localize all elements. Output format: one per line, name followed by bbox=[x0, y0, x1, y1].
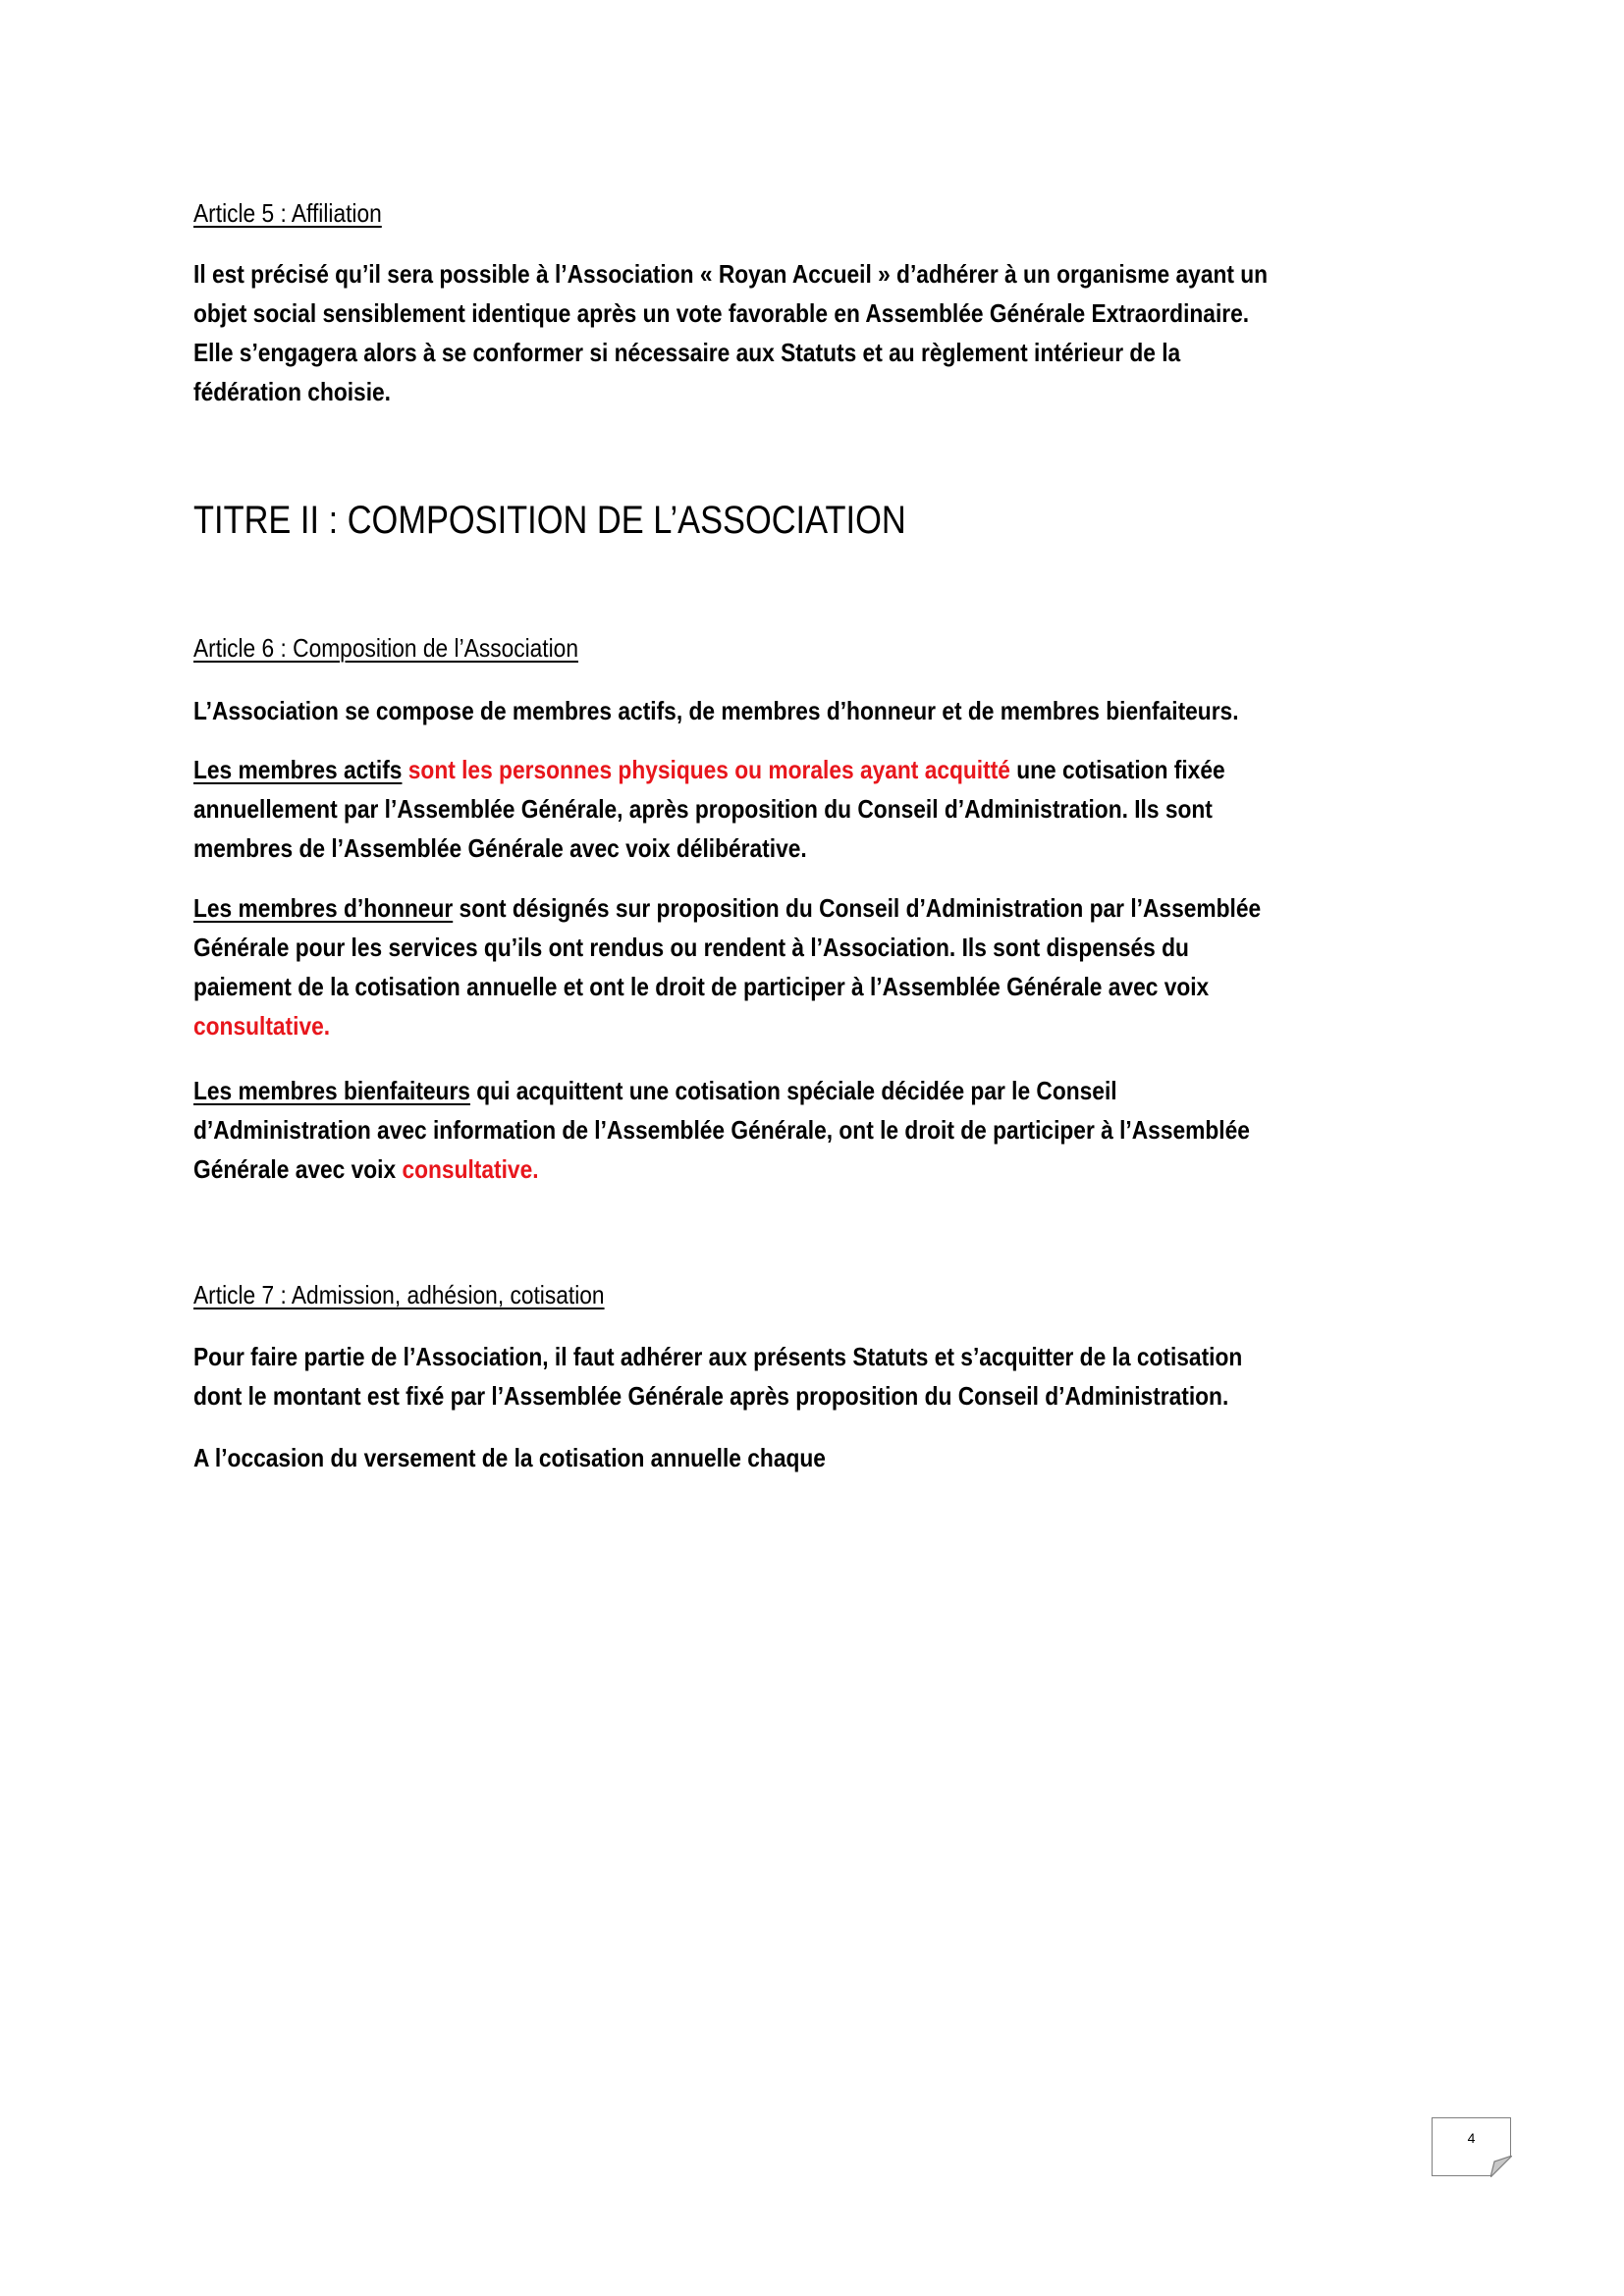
page-number: 4 bbox=[1467, 2130, 1476, 2146]
membres-honneur-line-2: Générale pour les services qu’ils ont rendus ou rendent à l’Association. Ils sont dispensés du bbox=[193, 933, 1189, 962]
membres-bienfaiteurs-line-1 bbox=[193, 1078, 1117, 1103]
membres-bienfaiteurs-rest: qui acquittent une cotisation spéciale décidée par le Conseil bbox=[469, 1076, 1117, 1105]
article-7-heading: Article 7 : Admission, adhésion, cotisation bbox=[193, 1280, 605, 1309]
article-7-line: dont le montant est fixé par l’Assemblée Générale après proposition du Conseil d’Administration. bbox=[193, 1381, 1229, 1411]
membres-honneur-line-1 bbox=[193, 895, 1261, 921]
membres-actifs-term: Les membres actifs bbox=[193, 755, 403, 784]
article-7-partial-line: A l’occasion du versement de la cotisation annuelle chaque bbox=[193, 1443, 826, 1472]
article-6-intro: L’Association se compose de membres actifs, de membres d’honneur et de membres bienfaiteurs. bbox=[193, 696, 1239, 725]
membres-honneur-term: Les membres d’honneur bbox=[193, 893, 454, 923]
membres-honneur-line-3: paiement de la cotisation annuelle et ont le droit de participer à l’Assemblée Générale avec voix bbox=[193, 972, 1210, 1001]
membres-bienfaiteurs-line-3-start: Générale avec voix bbox=[193, 1154, 403, 1184]
titre-2-heading: TITRE II : COMPOSITION DE L’ASSOCIATION bbox=[193, 499, 906, 542]
article-5-line: Elle s’engagera alors à se conformer si nécessaire aux Statuts et au règlement intérieur de la bbox=[193, 338, 1181, 367]
membres-actifs-line-3: membres de l’Assemblée Générale avec voix délibérative. bbox=[193, 833, 807, 863]
article-5-line: fédération choisie. bbox=[193, 377, 392, 406]
membres-bienfaiteurs-consultative: consultative. bbox=[402, 1154, 539, 1184]
membres-bienfaiteurs-line-2: d’Administration avec information de l’Assemblée Générale, ont le droit de participer à l’Assemblée bbox=[193, 1115, 1250, 1145]
membres-bienfaiteurs-line-3 bbox=[193, 1156, 539, 1182]
article-5-line: objet social sensiblement identique après un vote favorable en Assemblée Générale Extraordinaire. bbox=[193, 298, 1250, 328]
membres-honneur-line-4: consultative. bbox=[193, 1011, 331, 1041]
article-6-heading: Article 6 : Composition de l’Association bbox=[193, 633, 578, 663]
membres-actifs-line-1 bbox=[193, 757, 1225, 782]
membres-actifs-rest: une cotisation fixée bbox=[1009, 755, 1225, 784]
article-7-line: Pour faire partie de l’Association, il faut adhérer aux présents Statuts et s’acquitter de la cotisation bbox=[193, 1342, 1243, 1371]
membres-bienfaiteurs-term: Les membres bienfaiteurs bbox=[193, 1076, 470, 1105]
page-curl-icon bbox=[1490, 2156, 1512, 2177]
membres-actifs-red-text: sont les personnes physiques ou morales ayant acquitté bbox=[402, 755, 1010, 784]
membres-honneur-rest: sont désignés sur proposition du Conseil d’Administration par l’Assemblée bbox=[453, 893, 1262, 923]
article-5-heading: Article 5 : Affiliation bbox=[193, 198, 382, 228]
article-5-line: Il est précisé qu’il sera possible à l’Association « Royan Accueil » d’adhérer à un organisme ayant un bbox=[193, 259, 1269, 289]
membres-actifs-line-2: annuellement par l’Assemblée Générale, après proposition du Conseil d’Administration. Ils sont bbox=[193, 794, 1213, 824]
